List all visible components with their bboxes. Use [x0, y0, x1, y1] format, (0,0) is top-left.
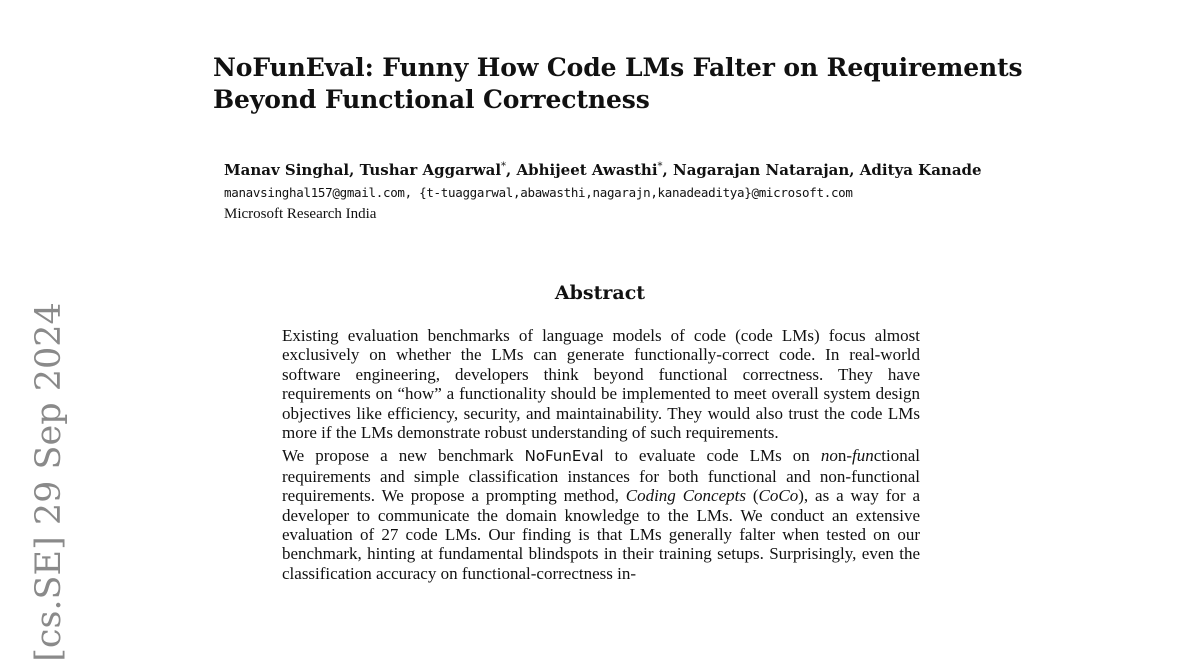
author-name: Manav Singhal [224, 161, 350, 179]
author-list [224, 160, 1124, 180]
equal-contribution-mark: * [657, 161, 663, 172]
author-separator: , [662, 161, 673, 179]
abstract-text: ), as a way for a developer to communicate the domain knowledge to the LMs. We conduct an extensive evaluation of 27 code LMs. Our finding is that LMs generally falter when tested on our benchmark, hinting at fundamental blindspots in their training setups. Surprisingly, even the classification accuracy on functional-correctness in- [282, 486, 920, 583]
author-name: Aditya Kanade [859, 161, 982, 179]
author-name: Nagarajan Natarajan [673, 161, 850, 179]
method-abbreviation: CoCo [758, 486, 799, 506]
abstract-paragraph-2 [282, 446, 920, 583]
arxiv-stamp-text: [cs.SE] 29 Sep 2024 [29, 302, 69, 662]
benchmark-name: NoFunEval [524, 447, 604, 466]
abstract-paragraph-1: Existing evaluation benchmarks of language models of code (code LMs) focus almost exclusively on whether the LMs can generate functionally-correct code. In real-world software engineering, developers think beyond functional correctness. They have requirements on “how” a functionality should be implemented to meet overall system design objectives like efficiency, security, and maintainability. They would also trust the code LMs more if the LMs demonstrate robust understanding of such requirements. [282, 326, 920, 443]
author-name: Abhijeet Awasthi [516, 161, 658, 179]
method-name: Coding Concepts [625, 486, 746, 506]
author-separator: , [849, 161, 860, 179]
abstract-body [282, 326, 920, 583]
author-emails: manavsinghal157@gmail.com, {t-tuaggarwal,abawasthi,nagarajn,kanadeaditya}@microsoft.com [224, 185, 853, 200]
abstract-heading: Abstract [554, 282, 646, 304]
abstract-text: n- [837, 446, 852, 466]
paper-title-line-1: NoFunEval: Funny How Code LMs Falter on Requirements [213, 53, 1023, 82]
abstract-text: ( [745, 486, 759, 506]
author-name: Tushar Aggarwal [359, 161, 502, 179]
paper-title-line-2: Beyond Functional Correctness [213, 85, 650, 114]
abstract-text: We propose a new benchmark [282, 446, 525, 466]
author-separator: , [506, 161, 517, 179]
author-affiliation: Microsoft Research India [224, 206, 377, 222]
paper-title [213, 52, 1033, 116]
abstract-emphasis: no [820, 446, 838, 466]
equal-contribution-mark: * [501, 161, 507, 172]
abstract-emphasis: fun [852, 446, 874, 466]
abstract-text: ctional requirements and simple classification instances for both functional and non-functional requirements. We propose a prompting method, [282, 446, 920, 506]
abstract-text: to evaluate code LMs on [603, 446, 821, 466]
author-separator: , [349, 161, 360, 179]
